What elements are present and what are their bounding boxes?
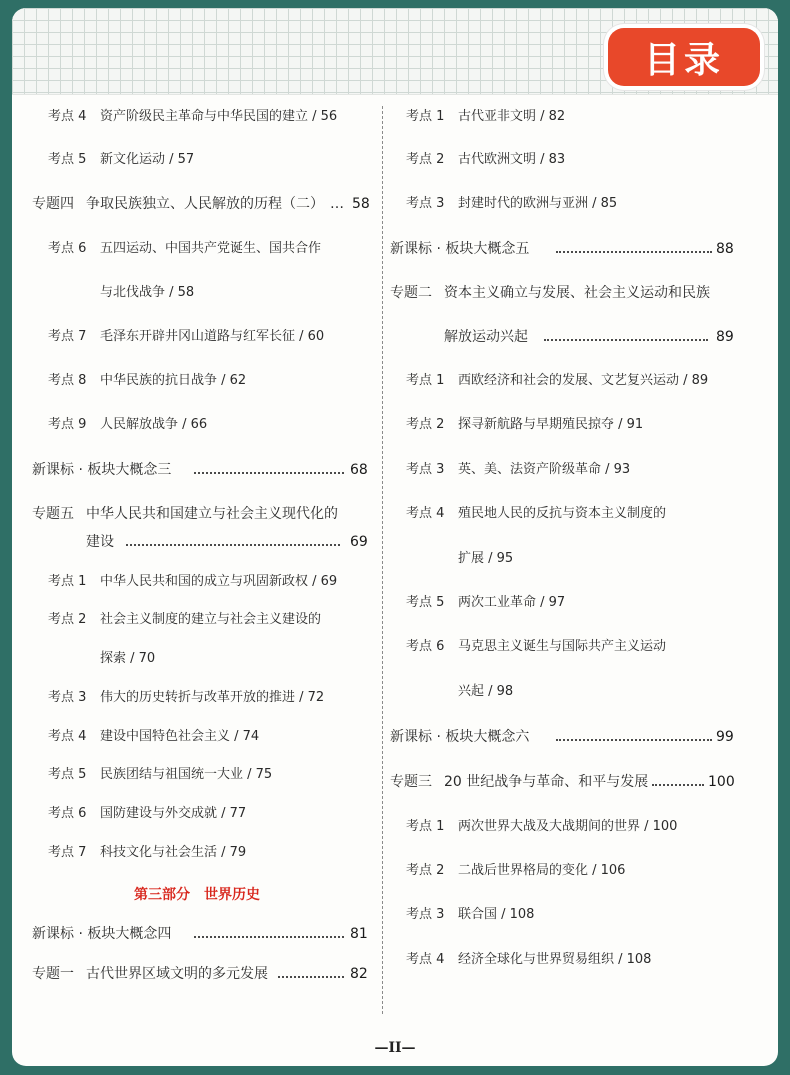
item-text: 中华人民共和国的成立与巩固新政权 / 69	[100, 574, 338, 589]
item-text: 扩展 / 95	[458, 551, 514, 566]
leader-dots	[556, 251, 712, 253]
item-label: 考点 7	[48, 329, 87, 344]
item-text: 联合国 / 108	[458, 907, 535, 922]
item-label: 考点 1	[48, 574, 87, 589]
item-label: 考点 2	[406, 863, 445, 878]
item-text: 中华民族的抗日战争 / 62	[100, 373, 247, 388]
item-text: 毛泽东开辟井冈山道路与红军长征 / 60	[100, 329, 325, 344]
leader-dots	[194, 472, 344, 474]
item-label: 考点 2	[406, 417, 445, 432]
item-text: 五四运动、中国共产党诞生、国共合作	[100, 241, 322, 256]
item-label: 考点 6	[48, 806, 87, 821]
topic-label: 专题一	[32, 966, 74, 982]
item-text: 探索 / 70	[100, 651, 156, 666]
item-label: 考点 3	[406, 462, 445, 477]
page-number-footer: —II—	[374, 1040, 416, 1056]
item-text: 两次工业革命 / 97	[458, 595, 566, 610]
topic-label: 专题四	[32, 196, 74, 212]
item-text: 人民解放战争 / 66	[100, 417, 208, 432]
item-label: 考点 5	[48, 767, 87, 782]
section-title: 第三部分 世界历史	[134, 887, 260, 903]
item-text: 建设中国特色社会主义 / 74	[100, 729, 260, 744]
leader-dots	[556, 739, 712, 741]
item-label: 考点 2	[48, 612, 87, 627]
item-label: 考点 5	[48, 152, 87, 167]
item-text: 新文化运动 / 57	[100, 152, 195, 167]
item-text: 与北伐战争 / 58	[100, 285, 195, 300]
item-text: 科技文化与社会生活 / 79	[100, 845, 247, 860]
topic-text: 争取民族独立、人民解放的历程（二）	[86, 196, 324, 212]
item-label: 考点 3	[406, 907, 445, 922]
item-label: 考点 7	[48, 845, 87, 860]
toc-page	[12, 8, 778, 1066]
item-label: 考点 5	[406, 595, 445, 610]
topic-label: 专题五	[32, 506, 74, 522]
item-text: 兴起 / 98	[458, 684, 514, 699]
page-number: 100	[708, 774, 735, 790]
page-number: 88	[716, 241, 734, 257]
concept-text: 新课标 · 板块大概念四	[32, 926, 172, 942]
item-label: 考点 4	[406, 506, 445, 521]
item-text: 马克思主义诞生与国际共产主义运动	[458, 639, 667, 654]
item-label: 考点 6	[48, 241, 87, 256]
item-label: 考点 1	[406, 819, 445, 834]
leader-dots	[126, 544, 340, 546]
topic-label: 专题三	[390, 774, 432, 790]
leader-dots	[652, 784, 704, 786]
topic-text: 20 世纪战争与革命、和平与发展	[444, 774, 649, 790]
item-text: 古代欧洲文明 / 83	[458, 152, 566, 167]
page-number: 81	[350, 926, 368, 942]
topic-text: 中华人民共和国建立与社会主义现代化的	[86, 506, 338, 522]
item-label: 考点 2	[406, 152, 445, 167]
leader-dots	[544, 339, 708, 341]
leader-dots	[194, 936, 344, 938]
item-label: 考点 4	[48, 109, 87, 124]
page-number: 68	[350, 462, 368, 478]
item-text: 探寻新航路与早期殖民掠夺 / 91	[458, 417, 644, 432]
item-label: 考点 1	[406, 373, 445, 388]
item-label: 考点 1	[406, 109, 445, 124]
item-label: 考点 8	[48, 373, 87, 388]
item-label: 考点 4	[48, 729, 87, 744]
item-text: 殖民地人民的反抗与资本主义制度的	[458, 506, 667, 521]
item-text: 国防建设与外交成就 / 77	[100, 806, 247, 821]
item-label: 考点 3	[48, 690, 87, 705]
item-label: 考点 4	[406, 952, 445, 967]
page-number: 99	[716, 729, 734, 745]
topic-text: 古代世界区域文明的多元发展	[86, 966, 268, 982]
item-text: 民族团结与祖国统一大业 / 75	[100, 767, 273, 782]
page-number: 69	[350, 534, 368, 550]
item-label: 考点 3	[406, 196, 445, 211]
column-divider	[382, 106, 383, 1014]
item-label: 考点 6	[406, 639, 445, 654]
item-text: 资产阶级民主革命与中华民国的建立 / 56	[100, 109, 338, 124]
concept-text: 新课标 · 板块大概念五	[390, 241, 530, 257]
leader-dots: …	[330, 196, 344, 212]
item-text: 西欧经济和社会的发展、文艺复兴运动 / 89	[458, 373, 709, 388]
topic-text: 建设	[86, 534, 114, 550]
topic-text: 解放运动兴起	[444, 329, 528, 345]
item-text: 二战后世界格局的变化 / 106	[458, 863, 626, 878]
page-number: 82	[350, 966, 368, 982]
item-text: 伟大的历史转折与改革开放的推进 / 72	[100, 690, 325, 705]
item-label: 考点 9	[48, 417, 87, 432]
page-title: 目录	[608, 28, 760, 86]
item-text: 社会主义制度的建立与社会主义建设的	[100, 612, 322, 627]
leader-dots	[278, 976, 344, 978]
concept-text: 新课标 · 板块大概念六	[390, 729, 530, 745]
page-number: 89	[716, 329, 734, 345]
item-text: 两次世界大战及大战期间的世界 / 100	[458, 819, 678, 834]
item-text: 古代亚非文明 / 82	[458, 109, 566, 124]
item-text: 英、美、法资产阶级革命 / 93	[458, 462, 631, 477]
item-text: 经济全球化与世界贸易组织 / 108	[458, 952, 652, 967]
item-text: 封建时代的欧洲与亚洲 / 85	[458, 196, 618, 211]
concept-text: 新课标 · 板块大概念三	[32, 462, 172, 478]
page-number: 58	[352, 196, 370, 212]
topic-label: 专题二	[390, 285, 432, 301]
topic-text: 资本主义确立与发展、社会主义运动和民族	[444, 285, 710, 301]
